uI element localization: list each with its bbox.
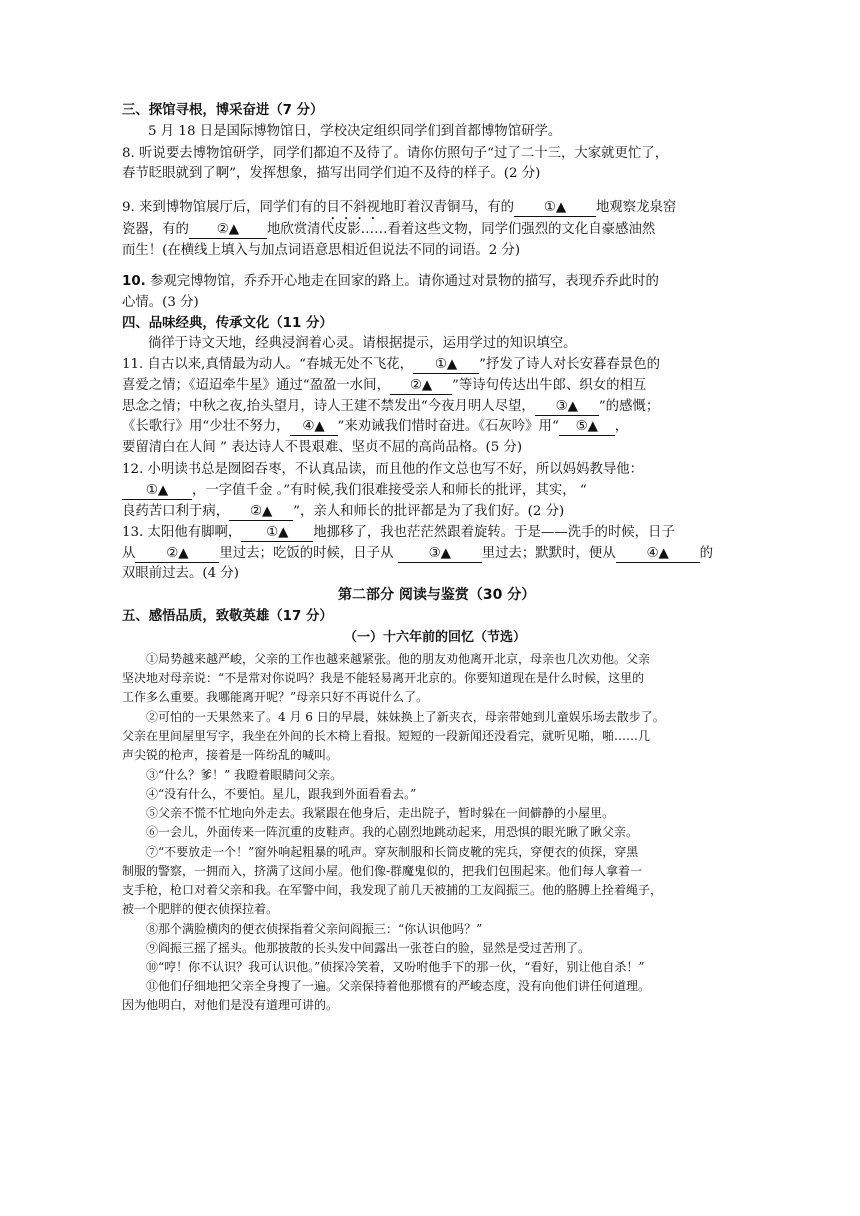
q12-text-2b: ，一字值千金 。”有时候,我们很难接受亲人和师长的批评，其实， “ — [192, 483, 587, 498]
q13-text-2c: 里过去；默默时，便从 — [481, 546, 616, 561]
q13-text-2 — [122, 545, 713, 563]
q11-text-2 — [122, 377, 646, 395]
q11-blank-3[interactable]: ③▲ — [535, 399, 599, 416]
q11-text-4a: 《长歌行》用“少壮不努力， — [122, 419, 290, 434]
q13-blank-1[interactable]: ①▲ — [241, 525, 313, 542]
q10-text-1a: 参观完博物馆，乔乔开心地走在回家的路上。请你通过对景物的描写，表现乔乔此时的 — [145, 274, 659, 289]
p5-text: ⑤父亲不慌不忙地向外走去。我紧跟在他身后，走出院子，暂时躲在一间僻静的小屋里。 — [146, 806, 615, 820]
q12-text-1: 12. 小明读书总是囫囵吞枣，不认真品读，而且他的作文总也写不好，所以妈妈教导他： — [122, 462, 644, 477]
q11-text-3a: 思念之情；中秋之夜,抬头望月，诗人王建不禁发出“今夜月明人尽望， — [122, 399, 535, 414]
q11-text-4c: ， — [614, 419, 629, 434]
q11-blank-4[interactable]: ④▲ — [290, 419, 338, 436]
q11-text-1 — [122, 356, 660, 374]
p8-text: ⑧那个满脸横肉的便衣侦探指着父亲问阎振三：“你认识他吗？” — [146, 922, 483, 936]
q13-blank-2[interactable]: ②▲ — [135, 546, 219, 563]
q10-number: 10. — [122, 274, 146, 289]
q9-blank-2[interactable]: ②▲ — [189, 222, 267, 239]
q10-text-1 — [122, 273, 659, 291]
q12-text-3b: ”，亲人和师长的批评都是为了我们好。(2 分) — [293, 504, 565, 519]
p7-text-4: 被一个肥胖的便衣侦探拉着。 — [122, 902, 279, 916]
q9-text-2b: 地欣赏清代皮影……看着这些文物，同学们强烈的文化自豪感油然 — [266, 222, 656, 237]
p7-text-1: ⑦“不要放走一个！”窗外响起粗暴的吼声。穿灰制服和长筒皮靴的宪兵，穿便衣的侦探，穿黑 — [146, 845, 639, 859]
q11-blank-5[interactable]: ⑤▲ — [559, 419, 615, 436]
part2-heading-text: 第二部分 阅读与鉴赏（30 分） — [338, 587, 536, 603]
q11-text-2a: 喜爱之情；《迢迢牵牛星》通过“盈盈一水间， — [122, 378, 390, 393]
p9-text: ⑨阎振三摇了摇头。他那披散的长头发中间露出一张苍白的脸，显然是受过苦刑了。 — [146, 941, 591, 955]
q11-blank-1[interactable]: ①▲ — [413, 357, 479, 374]
q9-text-1b: 地盯着汉青铜马，有的 — [380, 200, 514, 215]
p6-text: ⑥一会儿，外面传来一阵沉重的皮鞋声。我的心剧烈地跳动起来，用恐惧的眼光瞅了瞅父亲。 — [146, 825, 639, 839]
q13-text-2b: 里过去；吃饭的时候，日子从 — [219, 546, 398, 561]
q11-text-3b: ”的感慨； — [598, 399, 660, 414]
q9-text-1a: 9. 来到博物馆展厅后，同学们有的 — [122, 200, 327, 215]
p7-text-2: 制服的警察，一拥而入，挤满了这间小屋。他们像-群魔鬼似的，把我们包围起来。他们每人拿着一 — [122, 864, 643, 878]
q13-text-1 — [122, 524, 675, 542]
q13-text-2a: 从 — [122, 546, 136, 561]
p1-text-1: ①局势越来越严峻，父亲的工作也越来越紧张。他的朋友劝他离开北京，母亲也几次劝他。父亲 — [146, 652, 651, 666]
section3-intro-text: 5 月 18 日是国际博物馆日，学校决定组织同学们到首都博物馆研学。 — [148, 124, 562, 139]
q12-blank-2[interactable]: ②▲ — [229, 504, 293, 521]
q10-text-2: 心情。(3 分) — [122, 295, 199, 310]
p4-text: ④“没有什么，不要怕。星儿，跟我到外面看看去。” — [146, 787, 417, 801]
q11-blank-2[interactable]: ②▲ — [390, 378, 452, 395]
p10-text: ⑩“哼！你不认识？我可认识他。”侦探冷笑着，又吩咐他手下的那一伙，“看好，别让他自杀！” — [146, 960, 645, 974]
q11-text-1b: ”抒发了诗人对长安暮春景色的 — [479, 357, 661, 372]
q13-text-1a: 13. 太阳他有脚啊， — [122, 525, 242, 540]
q12-blank-1[interactable]: ①▲ — [122, 483, 192, 500]
q13-text-1b: 地挪移了，我也茫茫然跟着旋转。于是——洗手的时候，日子 — [313, 525, 675, 540]
q8-text-1: 8. 听说要去博物馆研学，同学们都迫不及待了。请你仿照句子“过了二十三，大家就更忙了， — [122, 146, 669, 161]
q9-text-1c: 地观察龙泉窑 — [595, 200, 677, 215]
p2-text-2: 父亲在里间屋里写字，我坐在外间的长木椅上看报。短短的一段新闻还没看完，就听见啪，啪……几 — [122, 729, 651, 743]
p7-text-3: 支手枪，枪口对着父亲和我。在军警中间，我发现了前几天被捕的工友阎振三。他的胳膊上拴着绳子， — [122, 883, 663, 897]
q13-text-2d: 的 — [699, 546, 714, 561]
q8-text-2: 春节眨眼就到了啊”，发挥想象，描写出同学们迫不及待的样子。(2 分) — [122, 166, 541, 181]
p3-text: ③“什么？爹！” 我瞪着眼睛问父亲。 — [146, 768, 343, 782]
section4-heading-text: 四、品味经典，传承文化（11 分） — [122, 316, 333, 331]
section3-heading-text: 三、探馆寻根，博采奋进（7 分） — [122, 103, 324, 118]
q9-text-2 — [122, 221, 655, 239]
p2-text-3: 声尖锐的枪声，接着是一阵纷乱的喊叫。 — [122, 748, 339, 762]
q11-text-3 — [122, 398, 659, 416]
p2-text-1: ②可怕的一天果然来了。4 月 6 日的早晨，妹妹换上了新夹衣，母亲带她到儿童娱乐场去散步了。 — [146, 710, 665, 724]
p11-text-2: 因为他明白，对他们是没有道理可讲的。 — [122, 998, 339, 1012]
q9-text-1 — [122, 199, 676, 223]
p11-text-1: ⑪他们仔细地把父亲全身搜了一遍。父亲保持着他那惯有的严峻态度，没有向他们讲任何道理。 — [146, 979, 651, 993]
q13-blank-3[interactable]: ③▲ — [398, 546, 482, 563]
q11-text-4 — [122, 418, 628, 436]
q13-blank-4[interactable]: ④▲ — [616, 546, 700, 563]
article-title-text: （一）十六年前的回忆（节选） — [344, 630, 527, 645]
q9-text-3: 而生！(在横线上填入与加点词语意思相近但说法不同的词语。2 分) — [122, 243, 521, 258]
p1-text-3: 工作多么重要。我哪能离开呢？”母亲只好不再说什么了。 — [122, 690, 429, 704]
q11-text-5: 要留清白在人间 ” 表达诗人不畏艰难、坚贞不屈的高尚品格。(5 分) — [122, 440, 523, 455]
p1-text-2: 坚决地对母亲说：“不是常对你说吗？我是不能轻易离开北京的。你要知道现在是什么时候，这里的 — [122, 671, 645, 685]
q9-blank-1[interactable]: ①▲ — [514, 200, 596, 217]
section4-intro-text: 徜徉于诗文天地，经典浸润着心灵。请根据提示，运用学过的知识填空。 — [148, 336, 577, 351]
q11-text-2b: ”等诗句传达出牛郎、织女的相互 — [451, 378, 647, 393]
q12-text-2 — [122, 482, 587, 500]
q12-text-3 — [122, 503, 564, 521]
q9-dotted-word: 目不斜视 — [326, 200, 381, 215]
q11-text-4b: ”来劝诫我们惜时奋进。《石灰吟》用“ — [337, 419, 559, 434]
section5-heading-text: 五、感悟品质，致敬英雄（17 分） — [122, 609, 333, 624]
q12-text-3a: 良药苦口利于病， — [122, 504, 230, 519]
q9-text-2a: 瓷器，有的 — [122, 222, 189, 237]
q11-text-1a: 11. 自古以来,真情最为动人。“春城无处不飞花， — [122, 357, 414, 372]
q13-text-3: 双眼前过去。(4 分) — [122, 566, 239, 581]
